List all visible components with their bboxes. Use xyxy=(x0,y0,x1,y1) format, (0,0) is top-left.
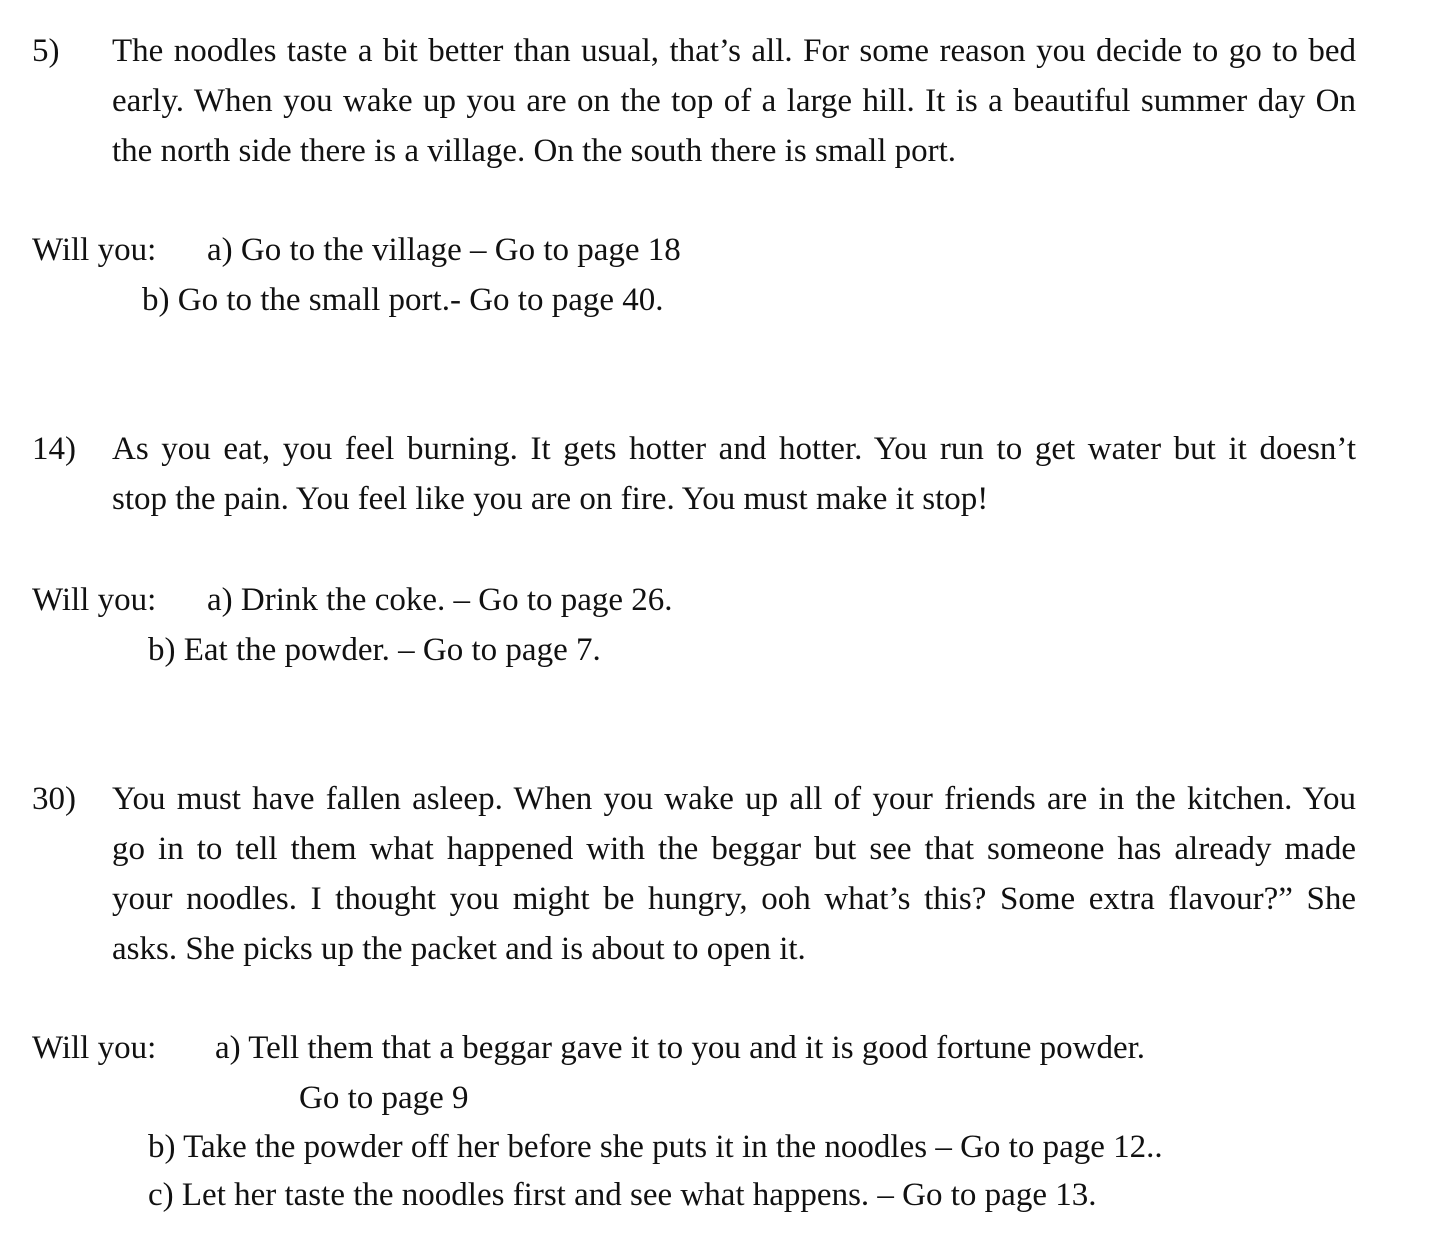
section-5-prompt: Will you: xyxy=(32,232,157,268)
section-5-line-1: The noodles taste a bit better than usual, that’s all. For some reason you decide to go to bed xyxy=(112,33,1356,69)
section-5-choice-b: b) Go to the small port.- Go to page 40. xyxy=(142,282,664,318)
section-14-number: 14) xyxy=(32,431,76,467)
section-5-line-3: the north side there is a village. On the south there is small port. xyxy=(112,133,957,169)
section-5-line-2: early. When you wake up you are on the top of a large hill. It is a beautiful summer day On xyxy=(112,83,1356,119)
section-14-line-2: stop the pain. You feel like you are on fire. You must make it stop! xyxy=(112,481,989,517)
section-14-prompt: Will you: xyxy=(32,582,157,618)
section-14-choice-a: a) Drink the coke. – Go to page 26. xyxy=(207,582,673,618)
section-30-choice-c: c) Let her taste the noodles first and see what happens. – Go to page 13. xyxy=(148,1177,1097,1213)
section-30-choice-a-continuation: Go to page 9 xyxy=(299,1080,469,1116)
section-30-choice-a: a) Tell them that a beggar gave it to you and it is good fortune powder. xyxy=(215,1030,1146,1066)
section-5-text xyxy=(112,26,1356,176)
section-30-prompt: Will you: xyxy=(32,1030,157,1066)
section-30-choice-b: b) Take the powder off her before she puts it in the noodles – Go to page 12.. xyxy=(148,1129,1163,1165)
section-30-line-2: go in to tell them what happened with the beggar but see that someone has already made xyxy=(112,831,1356,867)
section-30-text xyxy=(112,774,1356,974)
section-5-number: 5) xyxy=(32,33,60,69)
section-30-number: 30) xyxy=(32,781,76,817)
section-14-choice-b: b) Eat the powder. – Go to page 7. xyxy=(148,632,601,668)
section-30-line-4: asks. She picks up the packet and is about to open it. xyxy=(112,931,806,967)
section-5-choice-a: a) Go to the village – Go to page 18 xyxy=(207,232,681,268)
section-14-text xyxy=(112,424,1356,524)
section-30-line-3: your noodles. I thought you might be hungry, ooh what’s this? Some extra flavour?” She xyxy=(112,881,1356,917)
section-14-line-1: As you eat, you feel burning. It gets hotter and hotter. You run to get water but it doesn’t xyxy=(112,431,1356,467)
section-30-line-1: You must have fallen asleep. When you wake up all of your friends are in the kitchen. You xyxy=(112,781,1356,817)
